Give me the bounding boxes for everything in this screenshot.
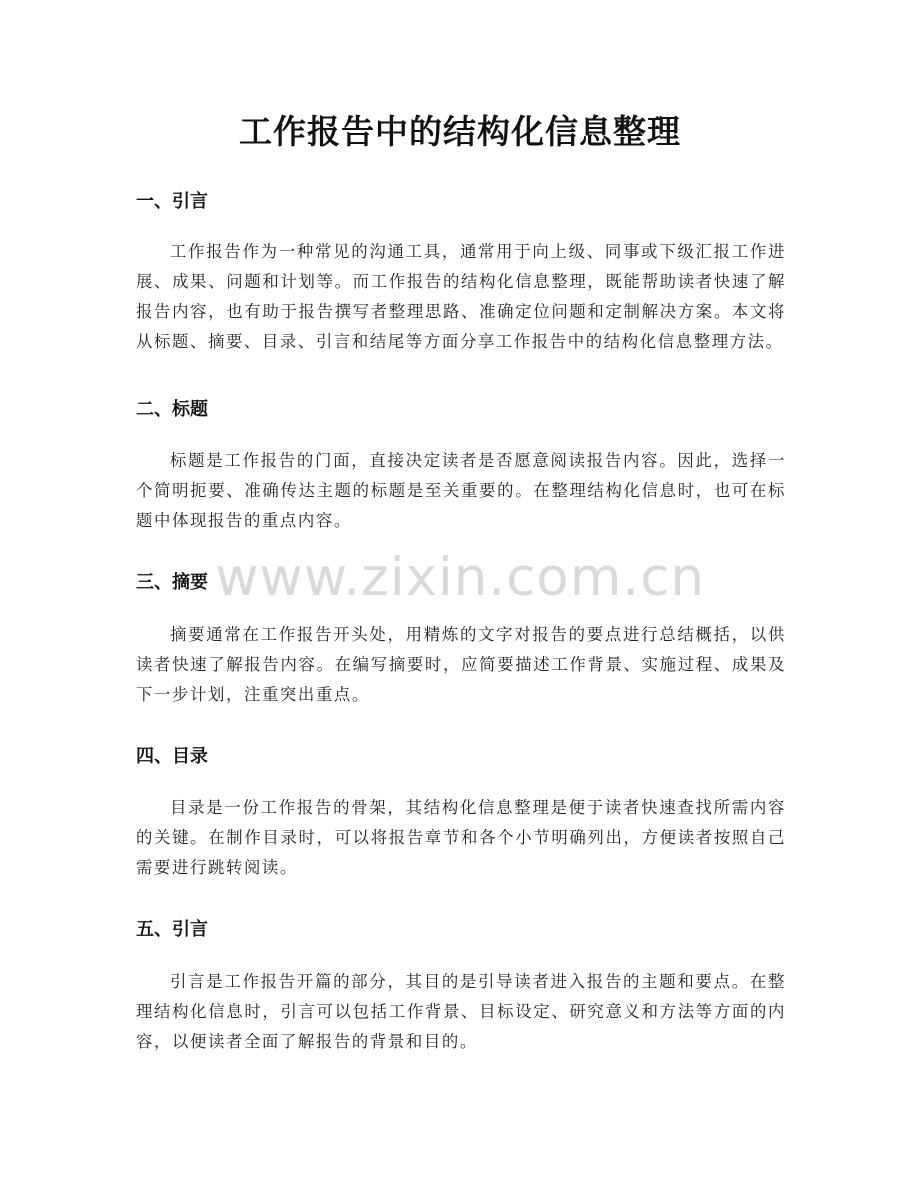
section-heading-title: 二、标题 (136, 399, 208, 420)
section-body-title: 标题是工作报告的门面，直接决定读者是否愿意阅读报告内容。因此，选择一个简明扼要、准确传达主题的标题是至关重要的。在整理结构化信息时，也可在标题中体现报告的重点内容。 (136, 451, 786, 530)
watermark-text: www.zixin.com.cn (215, 547, 705, 608)
section-heading-preface: 五、引言 (136, 919, 208, 940)
section-body-preface: 引言是工作报告开篇的部分，其目的是引导读者进入报告的主题和要点。在整理结构化信息时，引言可以包括工作背景、目标设定、研究意义和方法等方面的内容，以便读者全面了解报告的背景和目的。 (136, 972, 786, 1051)
section-body-abstract: 摘要通常在工作报告开头处，用精炼的文字对报告的要点进行总结概括，以供读者快速了解报告内容。在编写摘要时，应简要描述工作背景、实施过程、成果及下一步计划，注重突出重点。 (136, 625, 786, 704)
section-heading-contents: 四、目录 (136, 746, 208, 767)
section-heading-abstract: 三、摘要 (136, 572, 208, 593)
section-body-contents: 目录是一份工作报告的骨架，其结构化信息整理是便于读者快速查找所需内容的关键。在制作目录时，可以将报告章节和各个小节明确列出，方便读者按照自己需要进行跳转阅读。 (136, 798, 786, 877)
document-title: 工作报告中的结构化信息整理 (239, 112, 681, 151)
section-heading-introduction: 一、引言 (136, 191, 208, 212)
section-body-introduction: 工作报告作为一种常见的沟通工具，通常用于向上级、同事或下级汇报工作进展、成果、问题和计划等。而工作报告的结构化信息整理，既能帮助读者快速了解报告内容，也有助于报告撰写者整理思路、准确定位问题和定制解决方案。本文将从标题、摘要、目录、引言和结尾等方面分享工作报告中的结构化信息整理方法。 (136, 242, 786, 351)
